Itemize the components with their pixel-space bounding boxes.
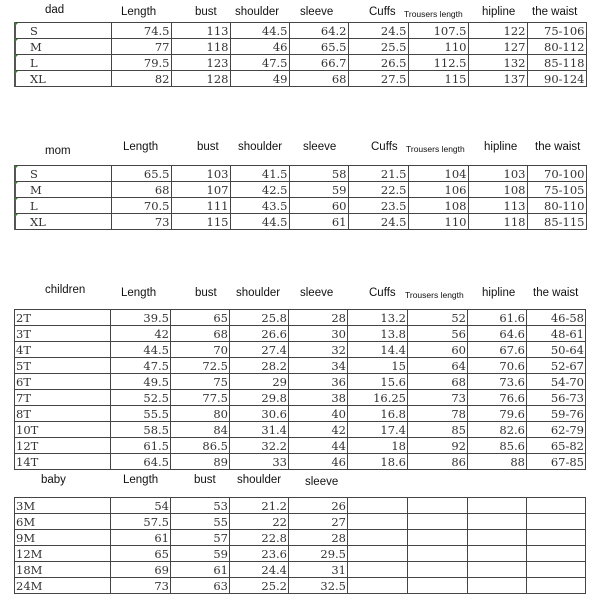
size-label-cell: 12M [15,546,111,562]
measurement-cell: 61.5 [111,438,171,454]
measurement-cell: 27.5 [348,71,408,87]
table-row [15,310,586,326]
size-label-cell: 8T [15,406,111,422]
size-label-cell: 12T [15,438,111,454]
measurement-cell [527,578,586,594]
measurement-cell [408,562,468,578]
measurement-cell: 27 [289,514,348,530]
measurement-cell: 28 [289,530,348,546]
table-row [15,390,586,406]
measurement-cell: 43.5 [230,198,289,214]
measurement-cell: 67.6 [468,342,527,358]
size-label-cell: M [15,182,111,198]
size-label-cell: L [15,55,111,71]
measurement-cell [408,546,468,562]
col-header-sleeve: sleeve [303,141,337,153]
size-label-cell: 6T [15,374,111,390]
table-row [15,578,586,594]
measurement-cell: 90-124 [527,71,586,87]
measurement-cell: 64.6 [468,326,527,342]
measurement-cell: 103 [468,166,527,182]
measurement-cell: 60 [408,342,468,358]
size-label-cell: 3T [15,326,111,342]
measurement-cell: 61 [171,562,230,578]
measurement-cell: 46 [230,39,289,55]
measurement-cell [408,498,468,514]
measurement-cell [468,514,527,530]
measurement-cell [468,498,527,514]
cell-comment-marker-icon [15,214,18,217]
measurement-cell: 108 [408,198,468,214]
measurement-cell: 16.25 [348,390,408,406]
measurement-cell: 68 [171,326,230,342]
measurement-cell: 80-110 [527,198,586,214]
size-label-cell: 10T [15,422,111,438]
measurement-cell: 26 [289,498,348,514]
measurement-cell: 22.8 [230,530,289,546]
table-row [15,71,586,87]
table-row [15,326,586,342]
measurement-cell: 30.6 [230,406,289,422]
measurement-cell: 62-79 [527,422,586,438]
measurement-cell: 26.6 [230,326,289,342]
col-header-trousers-length: Trousers length [404,9,463,19]
measurement-cell: 23.6 [230,546,289,562]
table-row [15,454,586,470]
col-header-bust: bust [195,287,217,299]
measurement-cell: 52-67 [527,358,586,374]
measurement-cell: 17.4 [348,422,408,438]
measurement-cell: 41.5 [230,166,289,182]
mom-title: mom [45,145,71,157]
measurement-cell: 122 [468,23,527,39]
measurement-cell: 115 [171,214,230,230]
measurement-cell: 24.5 [348,214,408,230]
table-row [15,406,586,422]
measurement-cell: 85-118 [527,55,586,71]
measurement-cell: 24.4 [230,562,289,578]
measurement-cell: 73 [408,390,468,406]
size-label-cell: 5T [15,358,111,374]
measurement-cell: 77.5 [171,390,230,406]
table-row [15,342,586,358]
measurement-cell: 82 [111,71,171,87]
mom-size-table [14,165,587,230]
measurement-cell [348,514,408,530]
measurement-cell: 57 [171,530,230,546]
measurement-cell: 34 [289,358,348,374]
measurement-cell: 56-73 [527,390,586,406]
measurement-cell: 113 [468,198,527,214]
measurement-cell: 40 [289,406,348,422]
col-header-length: Length [121,287,157,299]
measurement-cell: 39.5 [111,310,171,326]
size-label-cell: 14T [15,454,111,470]
table-row [15,546,586,562]
measurement-cell: 128 [171,71,230,87]
size-label-cell: M [15,39,111,55]
col-header-shoulder: shoulder [236,287,281,299]
measurement-cell: 110 [408,214,468,230]
measurement-cell: 46 [289,454,348,470]
measurement-cell: 59-76 [527,406,586,422]
measurement-cell: 54-70 [527,374,586,390]
measurement-cell: 15 [348,358,408,374]
measurement-cell: 70.5 [111,198,171,214]
col-header-cuffs: Cuffs [371,141,398,153]
measurement-cell: 75-105 [527,182,586,198]
measurement-cell: 61.6 [468,310,527,326]
measurement-cell: 69 [111,562,171,578]
baby-size-table [14,497,586,594]
measurement-cell: 68 [408,374,468,390]
measurement-cell: 44.5 [230,214,289,230]
measurement-cell: 47.5 [230,55,289,71]
measurement-cell: 49 [230,71,289,87]
measurement-cell: 23.5 [348,198,408,214]
children-title: children [45,284,86,296]
measurement-cell: 16.8 [348,406,408,422]
measurement-cell: 112.5 [408,55,468,71]
children-size-table [14,309,586,470]
size-label-cell: 3M [15,498,111,514]
col-header-waist: the waist [535,141,581,153]
col-header-hipline: hipline [482,6,516,18]
measurement-cell: 123 [171,55,230,71]
col-header-trousers-length: Trousers length [406,144,465,154]
measurement-cell: 65.5 [111,166,171,182]
measurement-cell: 118 [171,39,230,55]
measurement-cell: 73.6 [468,374,527,390]
measurement-cell: 49.5 [111,374,171,390]
measurement-cell: 65.5 [289,39,348,55]
measurement-cell: 92 [408,438,468,454]
measurement-cell: 61 [111,530,171,546]
col-header-bust: bust [195,6,217,18]
measurement-cell: 70-100 [527,166,586,182]
measurement-cell: 25.5 [348,39,408,55]
measurement-cell: 59 [289,182,348,198]
table-row [15,530,586,546]
measurement-cell: 86.5 [171,438,230,454]
measurement-cell [348,562,408,578]
measurement-cell [348,498,408,514]
measurement-cell: 53 [171,498,230,514]
measurement-cell: 72.5 [171,358,230,374]
measurement-cell [468,578,527,594]
measurement-cell: 32.2 [230,438,289,454]
measurement-cell: 89 [171,454,230,470]
table-row [15,514,586,530]
measurement-cell: 127 [468,39,527,55]
measurement-cell: 77 [111,39,171,55]
measurement-cell: 132 [468,55,527,71]
measurement-cell: 47.5 [111,358,171,374]
measurement-cell: 42 [289,422,348,438]
measurement-cell: 38 [289,390,348,406]
measurement-cell: 56 [408,326,468,342]
table-row [15,438,586,454]
measurement-cell: 113 [171,23,230,39]
table-row [15,55,586,71]
measurement-cell: 14.4 [348,342,408,358]
measurement-cell: 88 [468,454,527,470]
measurement-cell: 59 [171,546,230,562]
measurement-cell: 82.6 [468,422,527,438]
col-header-length: Length [123,474,159,486]
col-header-shoulder: shoulder [235,6,280,18]
measurement-cell: 60 [289,198,348,214]
cell-comment-marker-icon [15,55,18,58]
col-header-waist: the waist [533,287,579,299]
measurement-cell: 25.2 [230,578,289,594]
measurement-cell: 73 [111,214,171,230]
measurement-cell: 66.7 [289,55,348,71]
measurement-cell: 52 [408,310,468,326]
measurement-cell: 44.5 [230,23,289,39]
measurement-cell: 63 [171,578,230,594]
measurement-cell [348,530,408,546]
measurement-cell: 21.5 [348,166,408,182]
measurement-cell: 104 [408,166,468,182]
table-row [15,562,586,578]
table-row [15,214,586,230]
cell-comment-marker-icon [15,166,18,169]
col-header-bust: bust [197,141,219,153]
measurement-cell: 108 [468,182,527,198]
measurement-cell: 13.8 [348,326,408,342]
measurement-cell: 75-106 [527,23,586,39]
col-header-shoulder: shoulder [237,474,282,486]
size-label-cell: 7T [15,390,111,406]
measurement-cell: 46-58 [527,310,586,326]
table-row [15,23,586,39]
measurement-cell: 137 [468,71,527,87]
measurement-cell [527,546,586,562]
measurement-cell [408,530,468,546]
measurement-cell: 33 [230,454,289,470]
size-label-cell: 9M [15,530,111,546]
measurement-cell: 65 [171,310,230,326]
measurement-cell: 55 [171,514,230,530]
col-header-cuffs: Cuffs [369,287,396,299]
measurement-cell: 50-64 [527,342,586,358]
measurement-cell: 115 [408,71,468,87]
measurement-cell: 70 [171,342,230,358]
measurement-cell: 58 [289,166,348,182]
measurement-cell: 27.4 [230,342,289,358]
measurement-cell: 21.2 [230,498,289,514]
size-label-cell: L [15,198,111,214]
col-header-sleeve: sleeve [305,476,339,488]
measurement-cell: 44 [289,438,348,454]
measurement-cell: 85.6 [468,438,527,454]
measurement-cell: 107 [171,182,230,198]
measurement-cell: 73 [111,578,171,594]
measurement-cell: 15.6 [348,374,408,390]
measurement-cell: 79.6 [468,406,527,422]
measurement-cell: 64.2 [289,23,348,39]
measurement-cell: 44.5 [111,342,171,358]
measurement-cell [468,562,527,578]
cell-comment-marker-icon [15,198,18,201]
col-header-length: Length [123,141,159,153]
measurement-cell: 29.5 [289,546,348,562]
size-label-cell: 18M [15,562,111,578]
measurement-cell: 32.5 [289,578,348,594]
measurement-cell: 31 [289,562,348,578]
measurement-cell: 65-82 [527,438,586,454]
dad-title: dad [45,4,65,16]
measurement-cell: 26.5 [348,55,408,71]
measurement-cell: 64 [408,358,468,374]
measurement-cell [527,530,586,546]
col-header-sleeve: sleeve [300,6,334,18]
measurement-cell: 22.5 [348,182,408,198]
size-label-cell: 4T [15,342,111,358]
cell-comment-marker-icon [15,39,18,42]
measurement-cell: 28.2 [230,358,289,374]
col-header-shoulder: shoulder [238,141,283,153]
measurement-cell [527,562,586,578]
measurement-cell: 84 [171,422,230,438]
measurement-cell: 18.6 [348,454,408,470]
measurement-cell: 18 [348,438,408,454]
measurement-cell: 54 [111,498,171,514]
measurement-cell [468,546,527,562]
measurement-cell: 86 [408,454,468,470]
table-row [15,358,586,374]
measurement-cell [408,578,468,594]
col-header-bust: bust [194,474,216,486]
size-label-cell: XL [15,214,111,230]
measurement-cell: 30 [289,326,348,342]
measurement-cell: 79.5 [111,55,171,71]
measurement-cell: 70.6 [468,358,527,374]
measurement-cell: 68 [289,71,348,87]
col-header-cuffs: Cuffs [369,6,396,18]
cell-comment-marker-icon [15,182,18,185]
col-header-trousers-length: Trousers length [405,290,464,300]
size-label-cell: XL [15,71,111,87]
measurement-cell: 85-115 [527,214,586,230]
measurement-cell [348,546,408,562]
measurement-cell: 78 [408,406,468,422]
measurement-cell: 74.5 [111,23,171,39]
measurement-cell: 67-85 [527,454,586,470]
col-header-hipline: hipline [482,287,516,299]
baby-title: baby [41,474,66,486]
col-header-length: Length [121,6,157,18]
measurement-cell: 103 [171,166,230,182]
measurement-cell: 36 [289,374,348,390]
col-header-sleeve: sleeve [300,287,334,299]
measurement-cell: 52.5 [111,390,171,406]
table-row [15,498,586,514]
measurement-cell: 57.5 [111,514,171,530]
measurement-cell: 58.5 [111,422,171,438]
measurement-cell: 80 [171,406,230,422]
table-row [15,166,586,182]
measurement-cell [468,530,527,546]
measurement-cell: 55.5 [111,406,171,422]
measurement-cell: 28 [289,310,348,326]
measurement-cell: 22 [230,514,289,530]
measurement-cell: 118 [468,214,527,230]
size-label-cell: 6M [15,514,111,530]
measurement-cell: 75 [171,374,230,390]
table-row [15,198,586,214]
measurement-cell: 64.5 [111,454,171,470]
measurement-cell [408,514,468,530]
measurement-cell: 65 [111,546,171,562]
table-row [15,422,586,438]
measurement-cell: 13.2 [348,310,408,326]
measurement-cell: 25.8 [230,310,289,326]
size-label-cell: 2T [15,310,111,326]
measurement-cell [527,498,586,514]
size-label-cell: S [15,23,111,39]
measurement-cell: 76.6 [468,390,527,406]
measurement-cell: 42.5 [230,182,289,198]
measurement-cell: 31.4 [230,422,289,438]
measurement-cell: 85 [408,422,468,438]
measurement-cell: 29.8 [230,390,289,406]
col-header-hipline: hipline [484,141,518,153]
measurement-cell [527,514,586,530]
table-row [15,374,586,390]
cell-comment-marker-icon [15,23,18,26]
measurement-cell: 42 [111,326,171,342]
measurement-cell: 110 [408,39,468,55]
table-row [15,182,586,198]
measurement-cell: 111 [171,198,230,214]
measurement-cell [348,578,408,594]
measurement-cell: 32 [289,342,348,358]
table-row [15,39,586,55]
measurement-cell: 61 [289,214,348,230]
measurement-cell: 24.5 [348,23,408,39]
dad-size-table [14,22,587,87]
size-label-cell: S [15,166,111,182]
size-label-cell: 24M [15,578,111,594]
measurement-cell: 48-61 [527,326,586,342]
measurement-cell: 80-112 [527,39,586,55]
col-header-waist: the waist [532,6,578,18]
measurement-cell: 29 [230,374,289,390]
measurement-cell: 107.5 [408,23,468,39]
cell-comment-marker-icon [15,71,18,74]
measurement-cell: 68 [111,182,171,198]
measurement-cell: 106 [408,182,468,198]
